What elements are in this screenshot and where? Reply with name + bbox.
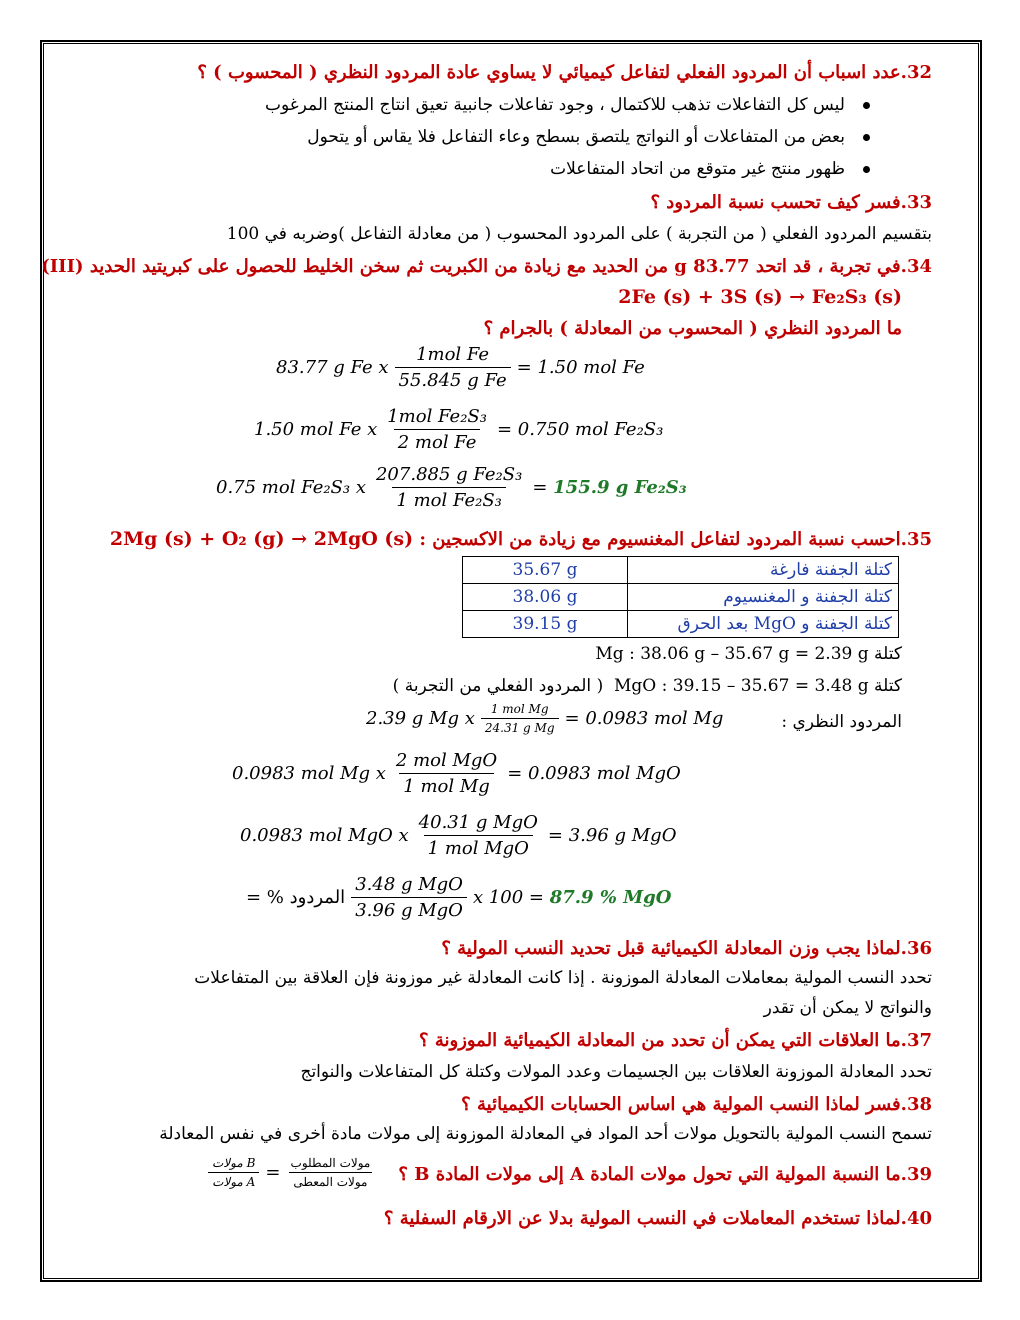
table-row: كتلة الجفنة و المغنسيوم 38.06 g: [463, 584, 899, 611]
crucible-mass-table: [462, 556, 899, 638]
mass-mg-line: كتلة Mg : 38.06 g – 35.67 g = 2.39 g: [595, 644, 902, 664]
q35-equation: 2Mg (s) + O₂ (g) → 2MgO (s): [109, 528, 414, 550]
q34-equation: 2Fe (s) + 3S (s) → Fe₂S₃ (s): [618, 286, 902, 308]
q37-answer: تحدد المعادلة الموزونة العلاقات بين الجسيمات وعدد المولات وكتلة كل المتفاعلات والنواتج: [300, 1062, 932, 1082]
q33-answer: بتقسيم المردود الفعلي ( من التجربة ) على المردود المحسوب ( من معادلة التفاعل )وضربه في 100: [226, 224, 932, 244]
q34-step-3: 0.75 mol Fe₂S₃ x $\frac{\text{207.885 g Fe₂S₃}}{\text{1 mol Fe₂S₃}}$ = 155.9 g Fe₂S₃: [216, 464, 687, 511]
q34-step-1: 83.77 g Fe x $\frac{\text{1mol Fe}}{\text{55.845 g Fe}}$ = 1.50 mol Fe: [276, 344, 645, 391]
question-40: 40.لماذا تستخدم المعاملات في النسب المولية بدلا عن الارقام السفلية ؟: [383, 1208, 932, 1229]
q38-answer: تسمح النسب المولية بالتحويل مولات أحد المواد في المعادلة الموزونة إلى مولات مادة أخرى في نفس المعادلة: [159, 1124, 932, 1144]
q35-percent-yield: المردود % = $\frac{\text{3.48 g MgO}}{\text{3.96 g MgO}}$ x 100 = 87.9 % MgO: [246, 874, 672, 921]
question-35: 35.احسب نسبة المردود لتفاعل المغنسيوم مع زيادة من الاكسجين : 2Mg (s) + O₂ (g) → 2MgO (s): [109, 528, 932, 550]
question-32: 32.عدد اسباب أن المردود الفعلي لتفاعل كيميائي لا يساوي عادة المردود النظري ( المحسوب ) ؟: [197, 62, 932, 83]
q35-step-1: 2.39 g Mg x $\frac{\text{1 mol Mg}}{\text{24.31 g Mg}}$ = 0.0983 mol Mg: [366, 702, 724, 735]
question-33: 33.فسر كيف تحسب نسبة المردود ؟: [650, 192, 932, 213]
question-34: 34.في تجربة ، قد اتحد 83.77 g من الحديد مع زيادة من الكبريت ثم سخن الخليط للحصول على كبريتيد الحديد (III): [41, 256, 932, 277]
q34-result: 155.9 g Fe₂S₃: [553, 477, 687, 498]
q36-answer-line-1: تحدد النسب المولية بمعاملات المعادلة الموزونة . إذا كانت المعادلة غير موزونة فإن العلاقة بين المتفاعلات: [194, 968, 932, 988]
theoretical-yield-label: المردود النظري :: [781, 712, 902, 732]
q35-step-3: 0.0983 mol MgO x $\frac{\text{40.31 g MgO}}{\text{1 mol MgO}}$ = 3.96 g MgO: [240, 812, 677, 859]
q35-step-2: 0.0983 mol Mg x $\frac{\text{2 mol MgO}}{\text{1 mol Mg}}$ = 0.0983 mol MgO: [232, 750, 681, 797]
q34-step-2: 1.50 mol Fe x $\frac{\text{1mol Fe₂S₃}}{\text{2 mol Fe}}$ = 0.750 mol Fe₂S₃: [254, 406, 664, 453]
q36-answer-line-2: والنواتج لا يمكن أن تقدر: [763, 998, 932, 1018]
q32-bullet-2: بعض من المتفاعلات أو النواتج يلتصق بسطح وعاء التفاعل فلا يقاس أو يتحول: [307, 127, 870, 147]
q32-bullet-3: ظهور منتج غير متوقع من اتحاد المتفاعلات: [550, 159, 870, 179]
question-37: 37.ما العلاقات التي يمكن أن تحدد من المعادلة الكيميائية الموزونة ؟: [419, 1030, 932, 1051]
q32-bullet-1: ليس كل التفاعلات تذهب للاكتمال ، وجود تفاعلات جانبية تعيق انتاج المنتج المرغوب: [265, 95, 870, 115]
question-39: 39.ما النسبة المولية التي تحول مولات المادة A إلى مولات المادة B ؟: [398, 1164, 932, 1185]
mass-mgo-line: كتلة MgO : 39.15 – 35.67 = 3.48 g ( المردود الفعلي من التجربة ): [392, 676, 902, 696]
question-38: 38.فسر لماذا النسب المولية هي اساس الحسابات الكيميائية ؟: [461, 1094, 932, 1115]
q39-mole-ratio: $\frac{\text{مولات B}}{\text{مولات A}}$ = $\frac{\text{مولات المطلوب}}{\text{مولات المعطى}}$: [202, 1156, 380, 1189]
table-row: كتلة الجفنة و MgO بعد الحرق 39.15 g: [463, 611, 899, 638]
q34-subquestion: ما المردود النظري ( المحسوب من المعادلة ) بالجرام ؟: [483, 318, 902, 339]
question-36: 36.لماذا يجب وزن المعادلة الكيميائية قبل تحديد النسب المولية ؟: [441, 938, 932, 959]
q35-result: 87.9 % MgO: [549, 887, 672, 908]
table-row: كتلة الجفنة فارغة 35.67 g: [463, 557, 899, 584]
